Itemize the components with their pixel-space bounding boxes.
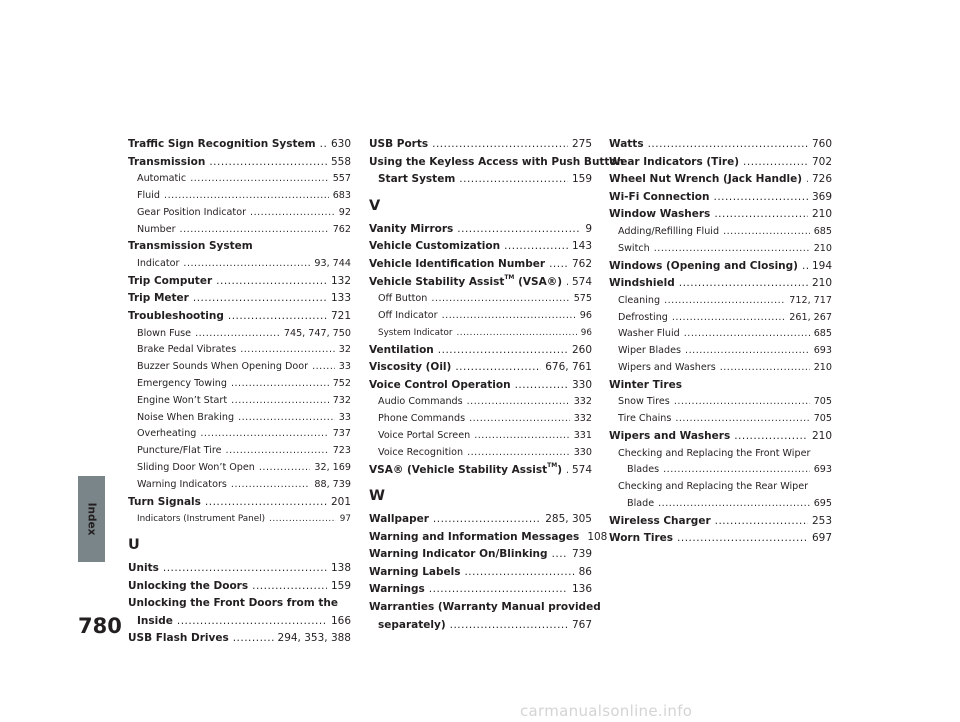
index-subentry[interactable]: Fluid ..... 683 xyxy=(128,188,351,205)
index-subentry[interactable]: Buzzer Sounds When Opening Door ..... 33 xyxy=(128,359,351,376)
index-subentry[interactable]: Sliding Door Won’t Open ..... 32, 169 xyxy=(128,460,351,477)
index-entry[interactable]: Warning Labels ..... 86 xyxy=(369,564,592,582)
index-entry[interactable]: Wallpaper ..... 285, 305 xyxy=(369,511,592,529)
index-entry[interactable]: Traffic Sign Recognition System ..... 630 xyxy=(128,136,351,154)
index-entry[interactable]: Windshield ..... 210 xyxy=(609,275,832,293)
index-subentry[interactable]: Washer Fluid ..... 685 xyxy=(609,326,832,343)
index-subentry[interactable]: Emergency Towing ..... 752 xyxy=(128,376,351,393)
index-subentry[interactable]: Defrosting ..... 261, 267 xyxy=(609,310,832,327)
index-entry-heading: Using the Keyless Access with Push Button xyxy=(369,155,625,168)
index-entry[interactable]: separately) ..... 767 xyxy=(369,617,592,635)
index-subentry-heading: Checking and Replacing the Front Wiper xyxy=(618,447,811,459)
index-entry[interactable]: Troubleshooting ..... 721 xyxy=(128,308,351,326)
index-entry[interactable]: Transmission ..... 558 xyxy=(128,154,351,172)
index-entry[interactable]: Vehicle Customization ..... 143 xyxy=(369,238,592,256)
index-subentry[interactable]: Phone Commands ..... 332 xyxy=(369,411,592,428)
index-entry[interactable]: USB Ports ..... 275 xyxy=(369,136,592,154)
index-entry[interactable]: Turn Signals ..... 201 xyxy=(128,494,351,512)
index-subentry[interactable]: Switch ..... 210 xyxy=(609,241,832,258)
index-entry[interactable]: Warning and Information Messages 108 xyxy=(369,530,608,543)
index-subentry[interactable]: Adding/Refilling Fluid ..... 685 xyxy=(609,224,832,241)
index-subentry[interactable]: Wiper Blades ..... 693 xyxy=(609,343,832,360)
index-subentry[interactable]: Noise When Braking ..... 33 xyxy=(128,410,351,427)
index-subentry[interactable]: Brake Pedal Vibrates ..... 32 xyxy=(128,342,351,359)
index-entry[interactable]: Viscosity (Oil) ..... 676, 761 xyxy=(369,359,592,377)
index-subentry[interactable]: Voice Portal Screen ..... 331 xyxy=(369,428,592,445)
index-subentry[interactable]: Tire Chains ..... 705 xyxy=(609,411,832,428)
index-entry[interactable]: Warning Indicator On/Blinking ..... 739 xyxy=(369,546,592,564)
index-subentry[interactable]: Warning Indicators ..... 88, 739 xyxy=(128,477,351,494)
index-entry[interactable]: Worn Tires ..... 697 xyxy=(609,530,832,548)
index-subentry[interactable]: Off Button ..... 575 xyxy=(369,291,592,308)
index-column-2 xyxy=(369,136,625,634)
index-entry-heading: Winter Tires xyxy=(609,378,682,391)
index-subentry[interactable]: Blown Fuse ..... 745, 747, 750 xyxy=(128,326,351,343)
index-entry[interactable]: Wireless Charger ..... 253 xyxy=(609,513,832,531)
index-entry[interactable]: Units ..... 138 xyxy=(128,560,351,578)
index-column-3 xyxy=(609,136,832,548)
index-entry[interactable]: USB Flash Drives ..... 294, 353, 388 xyxy=(128,630,351,648)
section-letter-u: U xyxy=(128,536,140,553)
index-subentry[interactable]: Gear Position Indicator ..... 92 xyxy=(128,205,351,222)
index-entry[interactable]: Trip Computer ..... 132 xyxy=(128,273,351,291)
index-subentry[interactable]: Engine Won’t Start ..... 732 xyxy=(128,393,351,410)
index-column-1 xyxy=(128,136,351,648)
index-subentry[interactable]: Automatic ..... 557 xyxy=(128,171,351,188)
index-entry[interactable]: Start System ..... 159 xyxy=(369,171,592,189)
index-entry[interactable]: Windows (Opening and Closing) ..... 194 xyxy=(609,258,832,276)
section-letter-w: W xyxy=(369,488,385,505)
index-entry[interactable]: VSA® (Vehicle Stability Assist™) ..... 574 xyxy=(369,462,592,480)
index-entry-heading: Warranties (Warranty Manual provided xyxy=(369,601,601,614)
index-subentry[interactable]: Blade ..... 695 xyxy=(609,496,832,513)
index-entry[interactable]: Wipers and Washers ..... 210 xyxy=(609,428,832,446)
index-entry[interactable]: Unlocking the Doors ..... 159 xyxy=(128,578,351,596)
index-subentry[interactable]: Puncture/Flat Tire ..... 723 xyxy=(128,443,351,460)
index-entry-heading: Unlocking the Front Doors from the xyxy=(128,597,338,610)
index-entry[interactable]: Wear Indicators (Tire) ..... 702 xyxy=(609,154,832,172)
index-entry-heading: Transmission System xyxy=(128,240,253,253)
index-subentry[interactable]: Cleaning ..... 712, 717 xyxy=(609,293,832,310)
index-subentry[interactable]: Snow Tires ..... 705 xyxy=(609,394,832,411)
index-subentry[interactable]: System Indicator ..... 96 xyxy=(369,325,592,342)
index-entry[interactable]: Vanity Mirrors ..... 9 xyxy=(369,221,592,239)
index-entry[interactable]: Trip Meter ..... 133 xyxy=(128,290,351,308)
index-subentry[interactable]: Audio Commands ..... 332 xyxy=(369,394,592,411)
index-entry[interactable]: Vehicle Stability Assist™ (VSA®) ..... 574 xyxy=(369,274,592,292)
index-entry[interactable]: Wheel Nut Wrench (Jack Handle) ..... 726 xyxy=(609,171,832,189)
index-entry[interactable]: Warnings ..... 136 xyxy=(369,581,592,599)
index-subentry[interactable]: Off Indicator ..... 96 xyxy=(369,308,592,325)
index-side-label: Index xyxy=(85,502,98,536)
index-subentry[interactable]: Indicators (Instrument Panel) ..... 97 xyxy=(128,511,351,528)
page-number: 780 xyxy=(78,614,122,638)
index-subentry[interactable]: Number ..... 762 xyxy=(128,222,351,239)
watermark: carmanualsonline.info xyxy=(520,702,693,720)
index-subentry-heading: Checking and Replacing the Rear Wiper xyxy=(618,481,809,493)
index-entry[interactable]: Vehicle Identification Number ..... 762 xyxy=(369,256,592,274)
index-entry[interactable]: Wi-Fi Connection ..... 369 xyxy=(609,189,832,207)
index-entry[interactable]: Ventilation ..... 260 xyxy=(369,342,592,360)
index-entry[interactable]: Window Washers ..... 210 xyxy=(609,206,832,224)
section-letter-v: V xyxy=(369,197,381,214)
index-subentry[interactable]: Voice Recognition ..... 330 xyxy=(369,445,592,462)
index-subentry[interactable]: Wipers and Washers ..... 210 xyxy=(609,360,832,377)
index-subentry[interactable]: Indicator ..... 93, 744 xyxy=(128,256,351,273)
index-subentry[interactable]: Blades ..... 693 xyxy=(609,462,832,479)
index-entry[interactable]: Inside ..... 166 xyxy=(128,613,351,631)
index-subentry[interactable]: Overheating ..... 737 xyxy=(128,426,351,443)
index-entry[interactable]: Voice Control Operation ..... 330 xyxy=(369,377,592,395)
index-entry[interactable]: Watts ..... 760 xyxy=(609,136,832,154)
